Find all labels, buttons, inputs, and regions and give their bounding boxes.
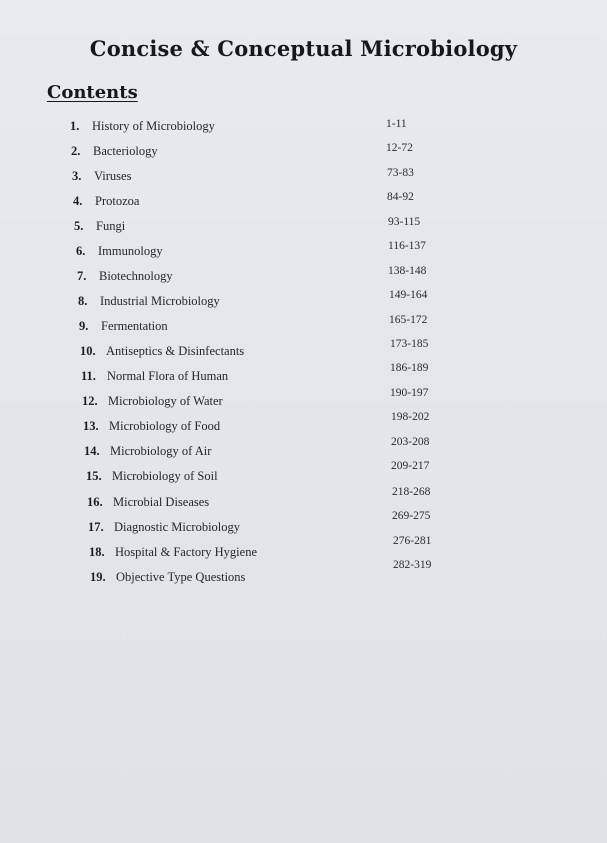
toc-entry-title: Microbial Diseases (113, 495, 210, 509)
toc-entry (90, 570, 245, 590)
toc-entry-number: 16. (87, 495, 103, 509)
toc-entry (83, 419, 220, 439)
toc-entry-pages: 1-11 (386, 118, 407, 130)
toc-entry (89, 545, 257, 565)
toc-entry-number: 13. (83, 419, 99, 433)
toc-entry-pages: 276-281 (393, 535, 432, 547)
document-title: Concise & Conceptual Microbiology (89, 36, 518, 61)
toc-entry-pages: 165-172 (389, 314, 428, 326)
toc-entry-pages: 173-185 (390, 338, 429, 350)
toc-entry-pages: 116-137 (388, 240, 426, 252)
toc-entry-pages: 186-189 (390, 362, 429, 374)
toc-entry-title: Protozoa (95, 194, 140, 208)
toc-entry-number: 11. (81, 369, 96, 383)
toc-entry-number: 10. (80, 344, 96, 358)
toc-entry (78, 294, 220, 314)
toc-entry-title: Viruses (94, 169, 132, 183)
toc-entry-number: 17. (88, 520, 104, 534)
toc-entry-pages: 73-83 (387, 167, 414, 179)
toc-entry-title: Normal Flora of Human (107, 369, 229, 383)
toc-entry (74, 219, 125, 239)
toc-entry-pages: 93-115 (388, 216, 421, 228)
toc-entry-title: Bacteriology (93, 144, 158, 158)
toc-entry-pages: 269-275 (392, 510, 431, 522)
toc-entry-number: 9. (79, 319, 89, 333)
toc-entry (71, 144, 158, 164)
toc-entry (84, 444, 211, 464)
toc-entry-title: Biotechnology (99, 269, 173, 283)
toc-entry-title: Objective Type Questions (116, 570, 246, 584)
toc-entry-title: History of Microbiology (92, 119, 215, 133)
toc-entry-number: 19. (90, 570, 106, 584)
toc-entry-title: Fungi (96, 219, 126, 233)
toc-entry-title: Microbiology of Food (109, 419, 221, 433)
toc-entry-pages: 149-164 (389, 289, 428, 301)
toc-entry-title: Industrial Microbiology (100, 294, 220, 308)
toc-entry-pages: 84-92 (387, 191, 414, 203)
toc-entry-title: Antiseptics & Disinfectants (106, 344, 245, 358)
toc-entry-title: Microbiology of Air (110, 444, 212, 458)
toc-entry-pages: 138-148 (388, 265, 427, 277)
toc-entry (77, 269, 173, 289)
toc-entry-number: 3. (72, 169, 82, 183)
contents-heading: Contents (47, 82, 138, 103)
toc-entry-number: 1. (70, 119, 80, 133)
toc-entry-pages: 190-197 (390, 387, 429, 399)
toc-entry (81, 369, 228, 389)
toc-entry-number: 6. (76, 244, 86, 258)
toc-entry-pages: 209-217 (391, 460, 430, 472)
toc-entry (86, 469, 218, 489)
toc-entry (79, 319, 168, 339)
toc-entry-number: 15. (86, 469, 102, 483)
toc-entry (88, 520, 240, 540)
toc-entry-title: Hospital & Factory Hygiene (115, 545, 257, 559)
toc-entry-number: 14. (84, 444, 100, 458)
toc-entry (82, 394, 223, 414)
toc-entry-title: Microbiology of Soil (112, 469, 218, 483)
toc-entry-number: 4. (73, 194, 83, 208)
toc-entry-number: 5. (74, 219, 84, 233)
toc-entry-number: 12. (82, 394, 98, 408)
toc-entry-pages: 218-268 (392, 486, 431, 498)
toc-entry-number: 18. (89, 545, 105, 559)
toc-entry-pages: 282-319 (393, 559, 432, 571)
toc-entry-number: 8. (78, 294, 88, 308)
toc-entry (73, 194, 139, 214)
toc-entry-pages: 203-208 (391, 436, 430, 448)
toc-entry (72, 169, 131, 189)
toc-entry-pages: 12-72 (386, 142, 413, 154)
toc-entry-number: 7. (77, 269, 87, 283)
toc-entry (70, 119, 215, 139)
toc-entry (76, 244, 163, 264)
toc-entry-pages: 198-202 (391, 411, 430, 423)
toc-entry (87, 495, 209, 515)
toc-entry-title: Diagnostic Microbiology (114, 520, 241, 534)
toc-entry-number: 2. (71, 144, 81, 158)
toc-entry (80, 344, 244, 364)
toc-entry-title: Microbiology of Water (108, 394, 223, 408)
toc-entry-title: Immunology (98, 244, 163, 258)
toc-entry-title: Fermentation (101, 319, 168, 333)
